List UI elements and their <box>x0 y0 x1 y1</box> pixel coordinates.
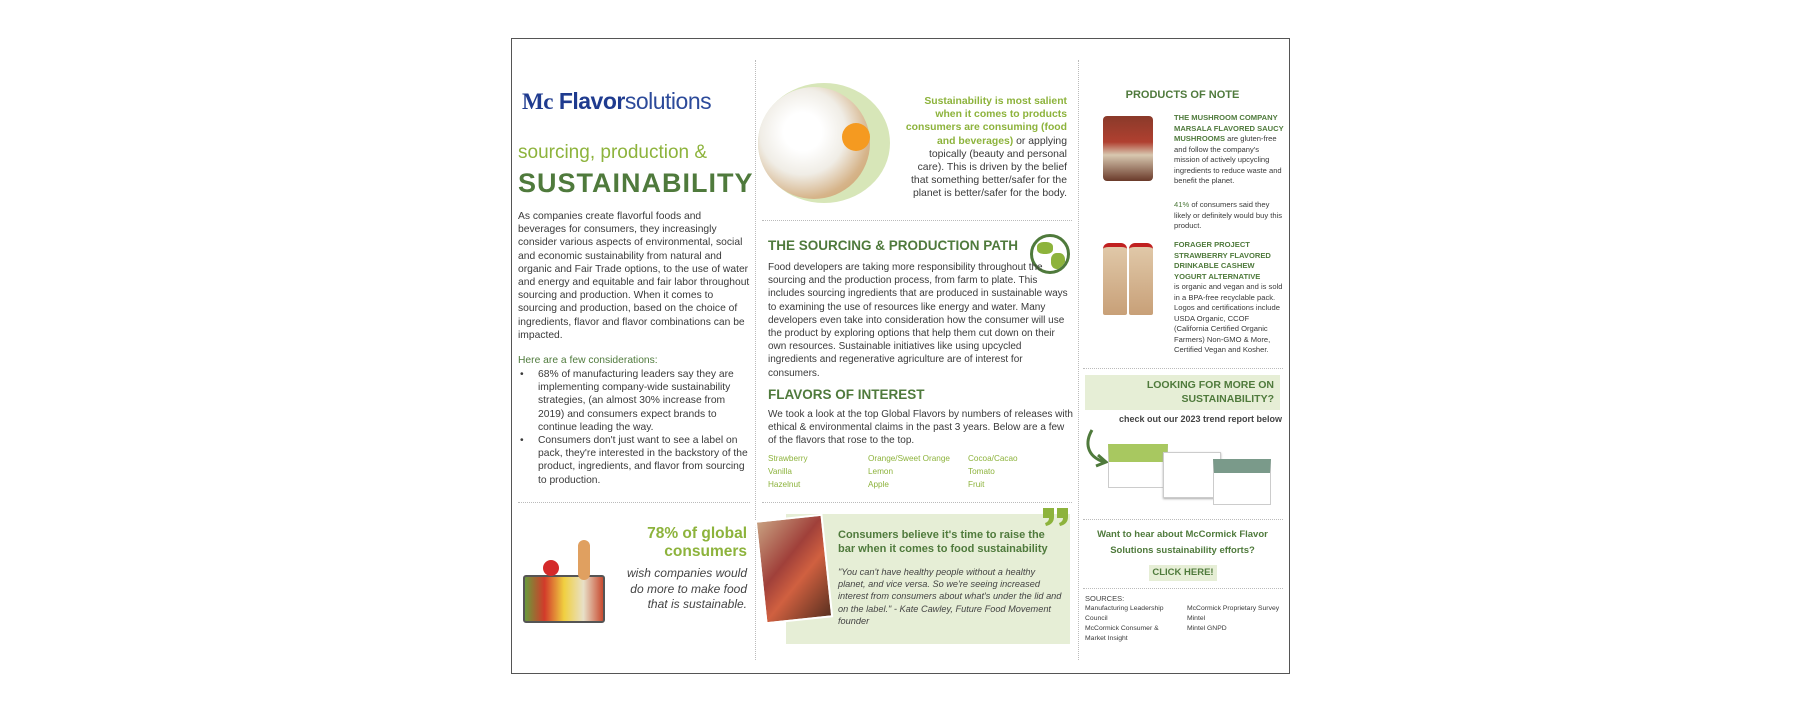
source-item: Mintel <box>1187 615 1206 622</box>
section-divider <box>518 502 750 503</box>
flavors-heading: FLAVORS OF INTEREST <box>768 387 925 402</box>
trend-report-thumbnail[interactable] <box>1108 444 1273 506</box>
quote-text: "You can't have healthy people without a healthy planet, and vice versa. So we're seeing increased interest from consumers about what's under the lid and on the label." - Kate Cawley, Future Food Movement founder <box>838 567 1062 626</box>
source-item: McCormick Consumer & Market Insight <box>1085 625 1159 642</box>
subtitle: sourcing, production & <box>518 142 708 163</box>
stat-text: wish companies would do more to make food that is sustainable. <box>626 566 747 611</box>
sourcing-heading: THE SOURCING & PRODUCTION PATH <box>768 238 1019 253</box>
flavor-item: Tomato <box>968 467 995 476</box>
quote-mark-icon <box>1042 508 1070 526</box>
flavor-item: Fruit <box>968 480 985 489</box>
source-item: Manufacturing Leadership Council <box>1085 605 1164 622</box>
considerations-list <box>518 368 750 487</box>
flavor-item: Hazelnut <box>768 480 801 489</box>
sources-heading: SOURCES: <box>1085 594 1125 603</box>
source-item: Mintel GNPD <box>1187 625 1227 632</box>
list-item: • Consumers don't just want to see a label on pack, they're interested in the backstory of the product, ingredients, and flavor from sourcing to production. <box>518 434 750 487</box>
intro-text: As companies create flavorful foods and beverages for consumers, they increasingly consider various aspects of environmental, social and economic sustainability from natural and organic and Fair Trade options, to the use of water and energy and equitable and fair labor throughout sourcing and production. When it comes to sourcing and production, based on the choice of ingredients, flavor and flavor combinations can be impacted. <box>518 211 750 341</box>
flavor-item: Lemon <box>868 467 894 476</box>
product-1-description: THE MUSHROOM COMPANY MARSALA FLAVORED SAUCY MUSHROOMS are gluten-free and follow the company's mission of actively upcycling ingredients to reduce waste and benefit the planet. <box>1174 113 1284 185</box>
section-divider <box>1083 519 1283 520</box>
section-divider <box>762 502 1072 503</box>
mushroom-product-image <box>1103 116 1153 181</box>
products-heading: PRODUCTS OF NOTE <box>1125 89 1240 101</box>
section-divider <box>1083 368 1283 369</box>
source-item: McCormick Proprietary Survey <box>1187 605 1280 612</box>
section-divider <box>1083 588 1283 589</box>
flavors-text: We took a look at the top Global Flavors by numbers of releases with ethical & environmental claims in the past 3 years. Below are a few of the flavors that rose to the top. <box>768 409 1073 447</box>
salient-callout: Sustainability is most salient when it comes to products consumers are consuming (food and beverages) or applying topically (beauty and personal care). This is driven by the belief that something better/safer for the planet is better/safer for the body. <box>905 96 1067 200</box>
looking-heading: LOOKING FOR MORE ON SUSTAINABILITY? <box>1085 375 1280 410</box>
flavor-item: Cocoa/Cacao <box>968 454 1018 463</box>
list-item: • 68% of manufacturing leaders say they are implementing company-wide sustainability strategies, (an almost 30% increase from 2019) and consumers expect brands to continue leading the way. <box>518 368 750 434</box>
arrow-icon <box>1084 428 1110 470</box>
click-here-button[interactable]: CLICK HERE! <box>1149 565 1217 581</box>
column-divider <box>755 60 756 660</box>
quote-heading: Consumers believe it's time to raise the bar when it comes to food sustainability <box>838 529 1048 555</box>
sourcing-text: Food developers are taking more responsibility throughout the sourcing and the production process, from farm to plate. This includes sourcing ingredients that are produced in sustainable ways to examining the use of resources like energy and water. Many developers even take into consideration how the consumer will use the product by exploring options that help them cut down on their own resources. Sustainable initiatives like using upcycled ingredients and regenerative agriculture are of interest for consumers. <box>768 262 1068 379</box>
sources-list <box>1187 604 1287 634</box>
page-title: SUSTAINABILITY <box>518 168 754 198</box>
forager-product-image <box>1103 243 1153 315</box>
sources-list <box>1085 604 1180 644</box>
flavor-item: Orange/Sweet Orange <box>868 454 950 463</box>
flavor-item: Vanilla <box>768 467 792 476</box>
grocery-basket-image <box>518 540 613 625</box>
product-1-stat: 41% of consumers said they likely or definitely would buy this product. <box>1174 200 1283 230</box>
column-divider <box>1078 60 1079 660</box>
trend-report-text: check out our 2023 trend report below <box>1118 414 1282 424</box>
stat-headline: 78% of global consumers <box>647 525 747 560</box>
flavors-list <box>768 452 1068 491</box>
flavor-item: Apple <box>868 480 889 489</box>
flavor-item: Strawberry <box>768 454 808 463</box>
product-2-description: FORAGER PROJECT STRAWBERRY FLAVORED DRINKABLE CASHEW YOGURT ALTERNATIVE is organic and vegan and is sold in a BPA-free recyclable pack. Logos and certifications include USDA Organic, CCOF (California Certified Organic Farmers) Non-GMO & More, Certified Vegan and Kosher. <box>1174 240 1283 354</box>
shopper-photo <box>755 514 833 625</box>
want-to-hear-text: Want to hear about McCormick Flavor Solutions sustainability efforts? <box>1097 529 1268 556</box>
considerations-heading: Here are a few considerations: <box>518 355 658 366</box>
section-divider <box>762 220 1072 221</box>
ingredients-image-backdrop <box>758 83 890 203</box>
logo: Mc Flavorsolutions <box>522 88 712 114</box>
